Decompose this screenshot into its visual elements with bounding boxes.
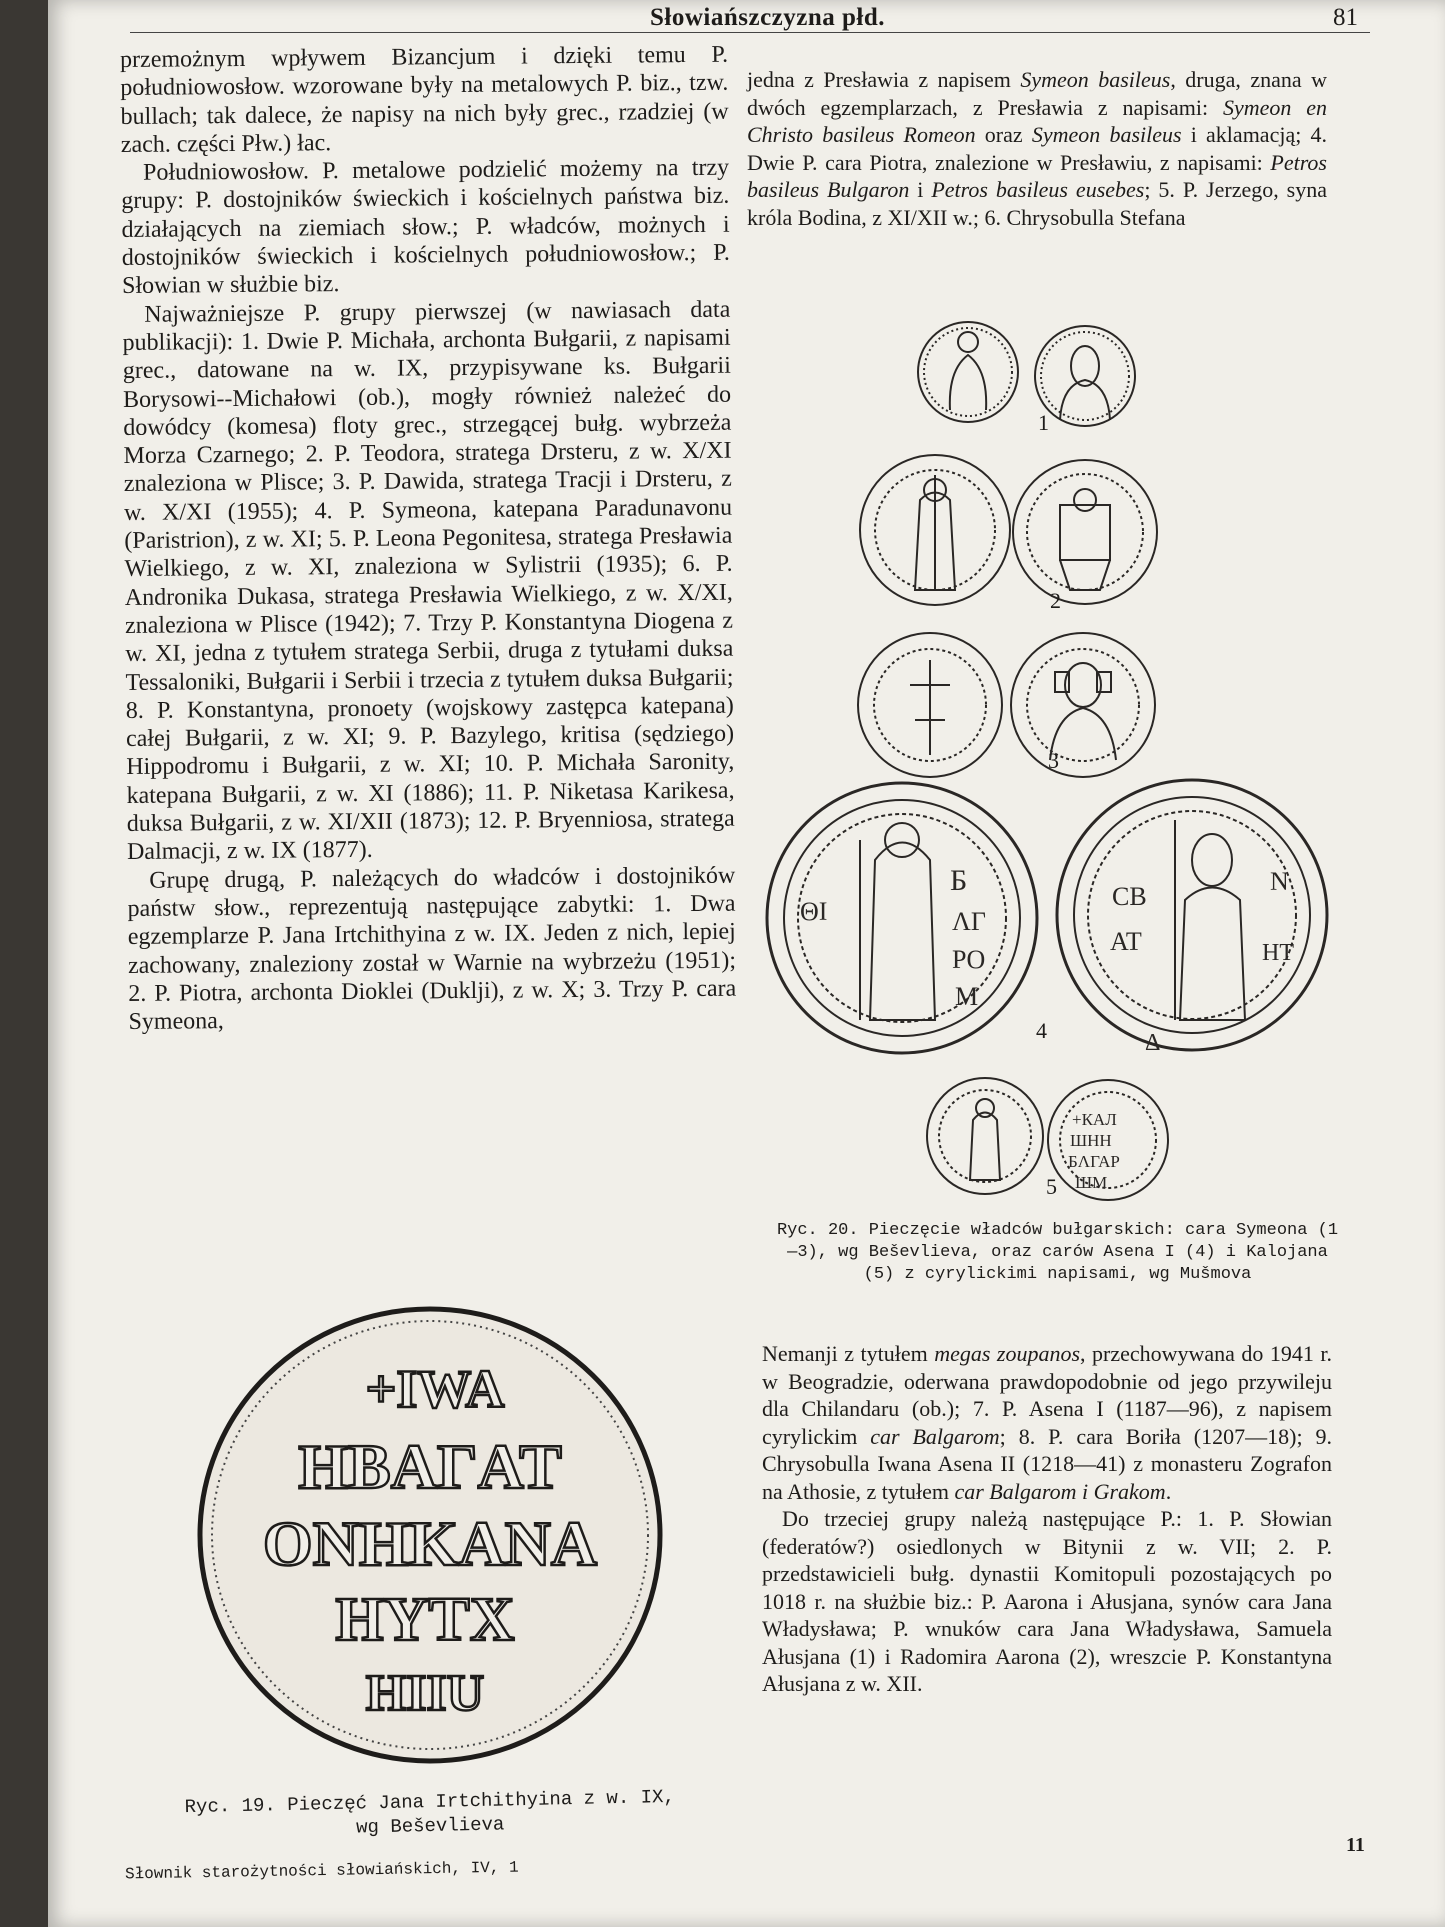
left-paragraph-3: Najważniejsze P. grupy pierwszej (w nawiasach data publikacji): 1. Dwie P. Michała, archonta Bułgarii, z napisami grec., datowane na w. IX, przypisywane ks. Bułgarii Borysowi--Michałowi (ob.), mogły również należeć do dowódcy (komesa) floty grec., strzegącej bułg. wybrzeża Morza Czarnego; 2. P. Teodora, stratega Drsteru, z w. X/XI znaleziona w Plisce; 3. P. Dawida, stratega Tracji i Drsteru, z w. X/XI (1955); 4. P. Symeona, katepana Paradunavonu (Paristrion), z w. XI; 5. P. Leona Pegonitesa, stratega Presławia Wielkiego, z w. XI, znaleziona w Sylistrii (1935); 6. P. Andronika Dukasa, stratega Presławia Wielkiego, z w. X/XI, znaleziona w Plisce (1942); 7. Trzy P. Konstantyna Diogena z w. XI, jedna z tytułem stratega Serbii, druga z tytułami duksa Tessaloniki, Bułgarii i Serbii i trzecia z tytułem duksa Bułgarii; 8. P. Konstantyna, pronoety (wojskowy zastępca katepana) całej Bułgarii, z w. XI; 9. P. Bazylego, kritisa (sędziego) Hippodromu i Bułgarii, z w. XI; 10. P. Michała Saronity, katepana Bułgarii, z w. XI (1886); 11. P. Niketasa Karikesa, duksa Bułgarii, z w. XI/XII (1873); 12. P. Bryenniosa, stratega Dalmacji, z w. IX (1877). — [122, 296, 735, 866]
svg-text:Δ: Δ — [1145, 1030, 1161, 1056]
right-paragraph-2: Nemanji z tytułem megas zoupanos, przechowywana do 1941 r. w Beogradzie, oderwana prawdopodobnie od jego przywileju dla Chilandaru (ob.); 7. P. Asena I (1187—96), z napisem cyrylickim car Balgarom; 8. P. cara Boriła (1207—18); 9. Chrysobulla Iwana Asena II (1218—41) z monasteru Zografon na Athosie, z tytułem car Balgarom i Grakom. — [762, 1341, 1332, 1504]
figure20-label-1: 1 — [1038, 410, 1049, 435]
svg-text:М: М — [955, 982, 979, 1011]
figure-20-caption: Ryc. 20. Pieczęcie władców bułgarskich: cara Symeona (1—3), wg Beševlieva, oraz carów Asena I (4) i Kalojana (5) z cyrylickimi napisami, wg Mušmova — [776, 1221, 1339, 1284]
figure20-label-4: 4 — [1036, 1018, 1047, 1043]
header-title: Słowiańszczyzna płd. — [650, 4, 886, 31]
svg-text:БΛГАР: БΛГАР — [1068, 1152, 1120, 1171]
seal-line-4: HYTX — [335, 1586, 515, 1654]
seal-4-reverse-letters: СВ — [1112, 882, 1147, 911]
svg-text:ШΜ: ШΜ — [1075, 1173, 1108, 1192]
left-paragraph-2: Południowosłow. P. metalowe podzielić możemy na trzy grupy: P. dostojników świeckich i kościelnych państwa biz. działających na ziemiach słow.; P. władców, możnych i dostojników świeckich i kościelnych południowosłow.; P. Słowian w służbie biz. — [121, 154, 730, 300]
right-paragraph-3: Do trzeciej grupy należą następujące P.: 1. P. Słowian (federatów?) osiedlonych w Bitynii z w. VII; 2. P. przedstawicieli bułg. dynastii Komitopuli pozostających po 1018 r. na służbie biz.: P. Aarona i Ałusjana, synów cara Jana Władysława; P. wnuków cara Jana Władysława, Samuela Ałusjana (1) i Radomira Aarona (2), wreszcie P. Konstantyna Ałusjana z w. XII. — [762, 1506, 1332, 1696]
seal-line-3: ONHKANA — [262, 1508, 598, 1579]
seal-2-reverse — [1013, 460, 1157, 604]
page-number: 81 — [1333, 4, 1358, 31]
right-column-bottom — [762, 1340, 1332, 1698]
svg-text:ΑΤ: ΑΤ — [1110, 927, 1142, 956]
right-column-top — [747, 66, 1327, 231]
seal-line-2: HBAΓAT — [298, 1431, 562, 1502]
svg-text:ΡΟ: ΡΟ — [952, 945, 986, 974]
figure-20-seals — [760, 300, 1340, 1220]
figure20-label-2: 2 — [1050, 588, 1061, 613]
seal-4-reverse — [1057, 780, 1327, 1050]
seal-line-1: +IWA — [365, 1359, 505, 1419]
seal-3-reverse — [1011, 633, 1155, 777]
seal-line-5: HIIU — [365, 1665, 485, 1722]
svg-text:ΗΤ: ΗΤ — [1262, 940, 1294, 966]
right-paragraph-1: jedna z Presławia z napisem Symeon basileus, druga, znana w dwóch egzemplarzach, z Presławia z napisami: Symeon en Christo basileus Romeon oraz Symeon basileus i aklamacją; 4. Dwie P. cara Piotra, znalezione w Presławiu, z napisami: Petros basileus Bulgaron i Petros basileus eusebes; 5. P. Jerzego, syna króla Bodina, z XI/XII w.; 6. Chrysobulla Stefana — [747, 67, 1328, 230]
running-header — [130, 4, 1370, 33]
figure20-label-3: 3 — [1048, 748, 1059, 773]
seal-4-obverse-letters: ΘΙ — [800, 897, 828, 926]
seal-5-reverse-letters: +КАЛ — [1072, 1110, 1117, 1129]
footer-signature: 11 — [1346, 1834, 1365, 1856]
figure-19-caption: Ryc. 19. Pieczęć Jana Irtchithyina z w. IX, wg Beševlieva — [184, 1785, 676, 1839]
left-paragraph-1: przemożnym wpływem Bizancjum i dzięki temu P. południowosłow. wzorowane były na metalowych P. biz., tzw. bullach; tak dalece, że napisy na nich były grec., rzadziej (w zach. części Płw.) łac. — [120, 41, 729, 158]
svg-text:Ν: Ν — [1270, 867, 1289, 896]
seal-1-obverse — [918, 322, 1018, 422]
left-paragraph-4: Grupę drugą, P. należących do władców i dostojników państw słow., reprezentują następujące zabytki: 1. Dwa egzemplarze P. Jana Irtchithyina z w. IX. Jeden z nich, lepiej zachowany, znaleziony został w Warnie na wybrzeżu (1951); 2. P. Piotra, archonta Dioklei (Duklji), z w. X; 3. Trzy P. cara Symeona, — [127, 862, 737, 1036]
figure20-label-5: 5 — [1046, 1174, 1057, 1199]
footer-series-title: Słownik starożytności słowiańskich, IV, 1 — [124, 1858, 519, 1884]
svg-text:ШΗΗ: ШΗΗ — [1070, 1131, 1112, 1150]
svg-text:Б: Б — [950, 864, 968, 897]
figure-19-seal — [185, 1290, 675, 1780]
seal-1-reverse — [1035, 326, 1135, 426]
svg-text:ΛГ: ΛГ — [952, 907, 986, 936]
left-column — [120, 41, 737, 1037]
seal-5-obverse — [927, 1078, 1043, 1194]
